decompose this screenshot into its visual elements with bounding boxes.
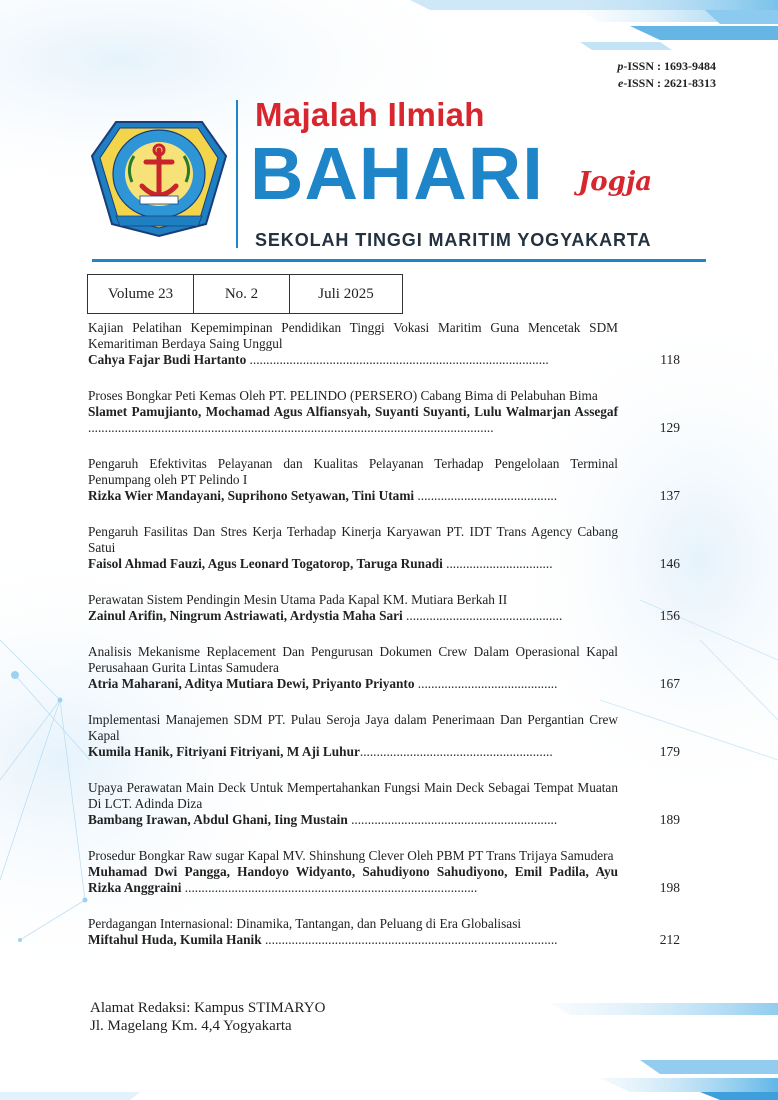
table-of-contents xyxy=(88,320,700,948)
authors-text: Faisol Ahmad Fauzi, Agus Leonard Togatorop, Taruga Runadi xyxy=(88,556,443,571)
article-authors xyxy=(88,932,618,948)
article-authors xyxy=(88,676,618,692)
authors-text: Bambang Irawan, Abdul Ghani, Iing Mustain xyxy=(88,812,348,827)
authors-text: Cahya Fajar Budi Hartanto xyxy=(88,352,247,367)
leader-dots: .......................................... xyxy=(414,676,558,691)
leader-dots: .......................................................................................... xyxy=(246,352,549,367)
toc-entry[interactable] xyxy=(88,592,700,624)
journal-title-suffix: Jogja xyxy=(578,167,653,197)
toc-entry[interactable] xyxy=(88,848,700,896)
article-title: Kajian Pelatihan Kepemimpinan Pendidikan Tinggi Vokasi Maritim Guna Mencetak SDM Kemaritiman Berdaya Saing Unggul xyxy=(88,320,618,351)
journal-subtitle: Majalah Ilmiah xyxy=(255,96,485,133)
toc-entry[interactable] xyxy=(88,524,700,572)
authors-text: Slamet Pamujianto, Mochamad Agus Alfiansyah, Suyanti Suyanti, Lulu Walmarjan Assegaf xyxy=(88,404,618,419)
article-title: Perdagangan Internasional: Dinamika, Tantangan, dan Peluang di Era Globalisasi xyxy=(88,916,522,931)
article-authors xyxy=(88,352,618,368)
page-number: 167 xyxy=(659,676,680,691)
issue-date: Juli 2025 xyxy=(318,285,374,302)
page-number: 198 xyxy=(659,880,680,895)
article-title: Pengaruh Fasilitas Dan Stres Kerja Terhadap Kinerja Karyawan PT. IDT Trans Agency Cabang Satui xyxy=(88,524,618,555)
page-number: 189 xyxy=(659,812,680,827)
authors-text: Kumila Hanik, Fitriyani Fitriyani, M Aji Luhur xyxy=(88,744,360,759)
page-number: 137 xyxy=(659,488,680,503)
page-number: 156 xyxy=(659,608,680,623)
leader-dots: .......................................................................................................................... xyxy=(88,420,494,435)
article-title: Proses Bongkar Peti Kemas Oleh PT. PELINDO (PERSERO) Cabang Bima di Pelabuhan Bima xyxy=(88,388,598,403)
toc-entry[interactable] xyxy=(88,320,700,368)
authors-text: Muhamad Dwi Pangga, Handoyo Widyanto, Sahudiyono Sahudiyono, Emil Padila, Ayu Rizka Anggraini xyxy=(88,864,618,895)
page-number: 179 xyxy=(659,744,680,759)
masthead-divider xyxy=(236,100,238,248)
page-number: 129 xyxy=(659,420,680,435)
address-line-2: Jl. Magelang Km. 4,4 Yogyakarta xyxy=(90,1018,292,1034)
article-title: Upaya Perawatan Main Deck Untuk Mempertahankan Fungsi Main Deck Sebagai Tempat Muatan Di LCT. Adinda Diza xyxy=(88,780,618,811)
toc-entry[interactable] xyxy=(88,644,700,692)
editorial-address xyxy=(90,999,325,1035)
leader-dots: ................................ xyxy=(442,556,553,571)
journal-title: BAHARI xyxy=(250,132,544,215)
issn-print: p-ISSN : 1693-9484 xyxy=(617,59,716,73)
header-rule xyxy=(92,259,706,262)
leader-dots: ........................................................................................ xyxy=(261,932,558,947)
toc-entry[interactable] xyxy=(88,712,700,760)
leader-dots: ........................................................................................ xyxy=(181,880,478,895)
article-authors xyxy=(88,608,618,624)
article-authors xyxy=(88,404,618,436)
issue-number: No. 2 xyxy=(194,275,290,313)
article-authors xyxy=(88,744,618,760)
toc-entry[interactable] xyxy=(88,780,700,828)
article-authors xyxy=(88,864,618,896)
authors-text: Zainul Arifin, Ningrum Astriawati, Ardystia Maha Sari xyxy=(88,608,403,623)
article-title: Pengaruh Efektivitas Pelayanan dan Kualitas Pelayanan Terhadap Pengelolaan Terminal Penumpang oleh PT Pelindo I xyxy=(88,456,618,487)
toc-entry[interactable] xyxy=(88,916,700,948)
leader-dots: .......................................... xyxy=(414,488,558,503)
toc-entry[interactable] xyxy=(88,388,700,436)
page-number: 118 xyxy=(660,352,680,367)
leader-dots: ............................................... xyxy=(402,608,563,623)
toc-entry[interactable] xyxy=(88,456,700,504)
institution-name: SEKOLAH TINGGI MARITIM YOGYAKARTA xyxy=(255,230,652,250)
authors-text: Rizka Wier Mandayani, Suprihono Setyawan, Tini Utami xyxy=(88,488,415,503)
article-title: Perawatan Sistem Pendingin Mesin Utama Pada Kapal KM. Mutiara Berkah II xyxy=(88,592,508,607)
issn-electronic: e-ISSN : 2621-8313 xyxy=(618,76,716,90)
article-title: Analisis Mekanisme Replacement Dan Pengurusan Dokumen Crew Dalam Operasional Kapal Perusahaan Gurita Lintas Samudera xyxy=(88,644,618,675)
leader-dots: .............................................................. xyxy=(347,812,558,827)
article-title: Implementasi Manajemen SDM PT. Pulau Seroja Jaya dalam Penerimaan Dan Pergantian Crew Kapal xyxy=(88,712,618,743)
address-line-1: Alamat Redaksi: Kampus STIMARYO xyxy=(90,1000,326,1016)
authors-text: Miftahul Huda, Kumila Hanik xyxy=(88,932,262,947)
issn-block xyxy=(617,58,716,92)
page-number: 212 xyxy=(659,932,680,947)
page-number: 146 xyxy=(659,556,680,571)
issue-info-box xyxy=(87,274,403,314)
authors-text: Atria Maharani, Aditya Mutiara Dewi, Priyanto Priyanto xyxy=(88,676,415,691)
issue-volume: Volume 23 xyxy=(88,275,194,313)
article-authors xyxy=(88,812,618,828)
leader-dots: .......................................................... xyxy=(359,744,553,759)
institution-seal-logo xyxy=(86,112,232,240)
article-authors xyxy=(88,556,618,572)
article-authors xyxy=(88,488,618,504)
article-title: Prosedur Bongkar Raw sugar Kapal MV. Shinshung Clever Oleh PBM PT Trans Trijaya Samudera xyxy=(88,848,614,863)
